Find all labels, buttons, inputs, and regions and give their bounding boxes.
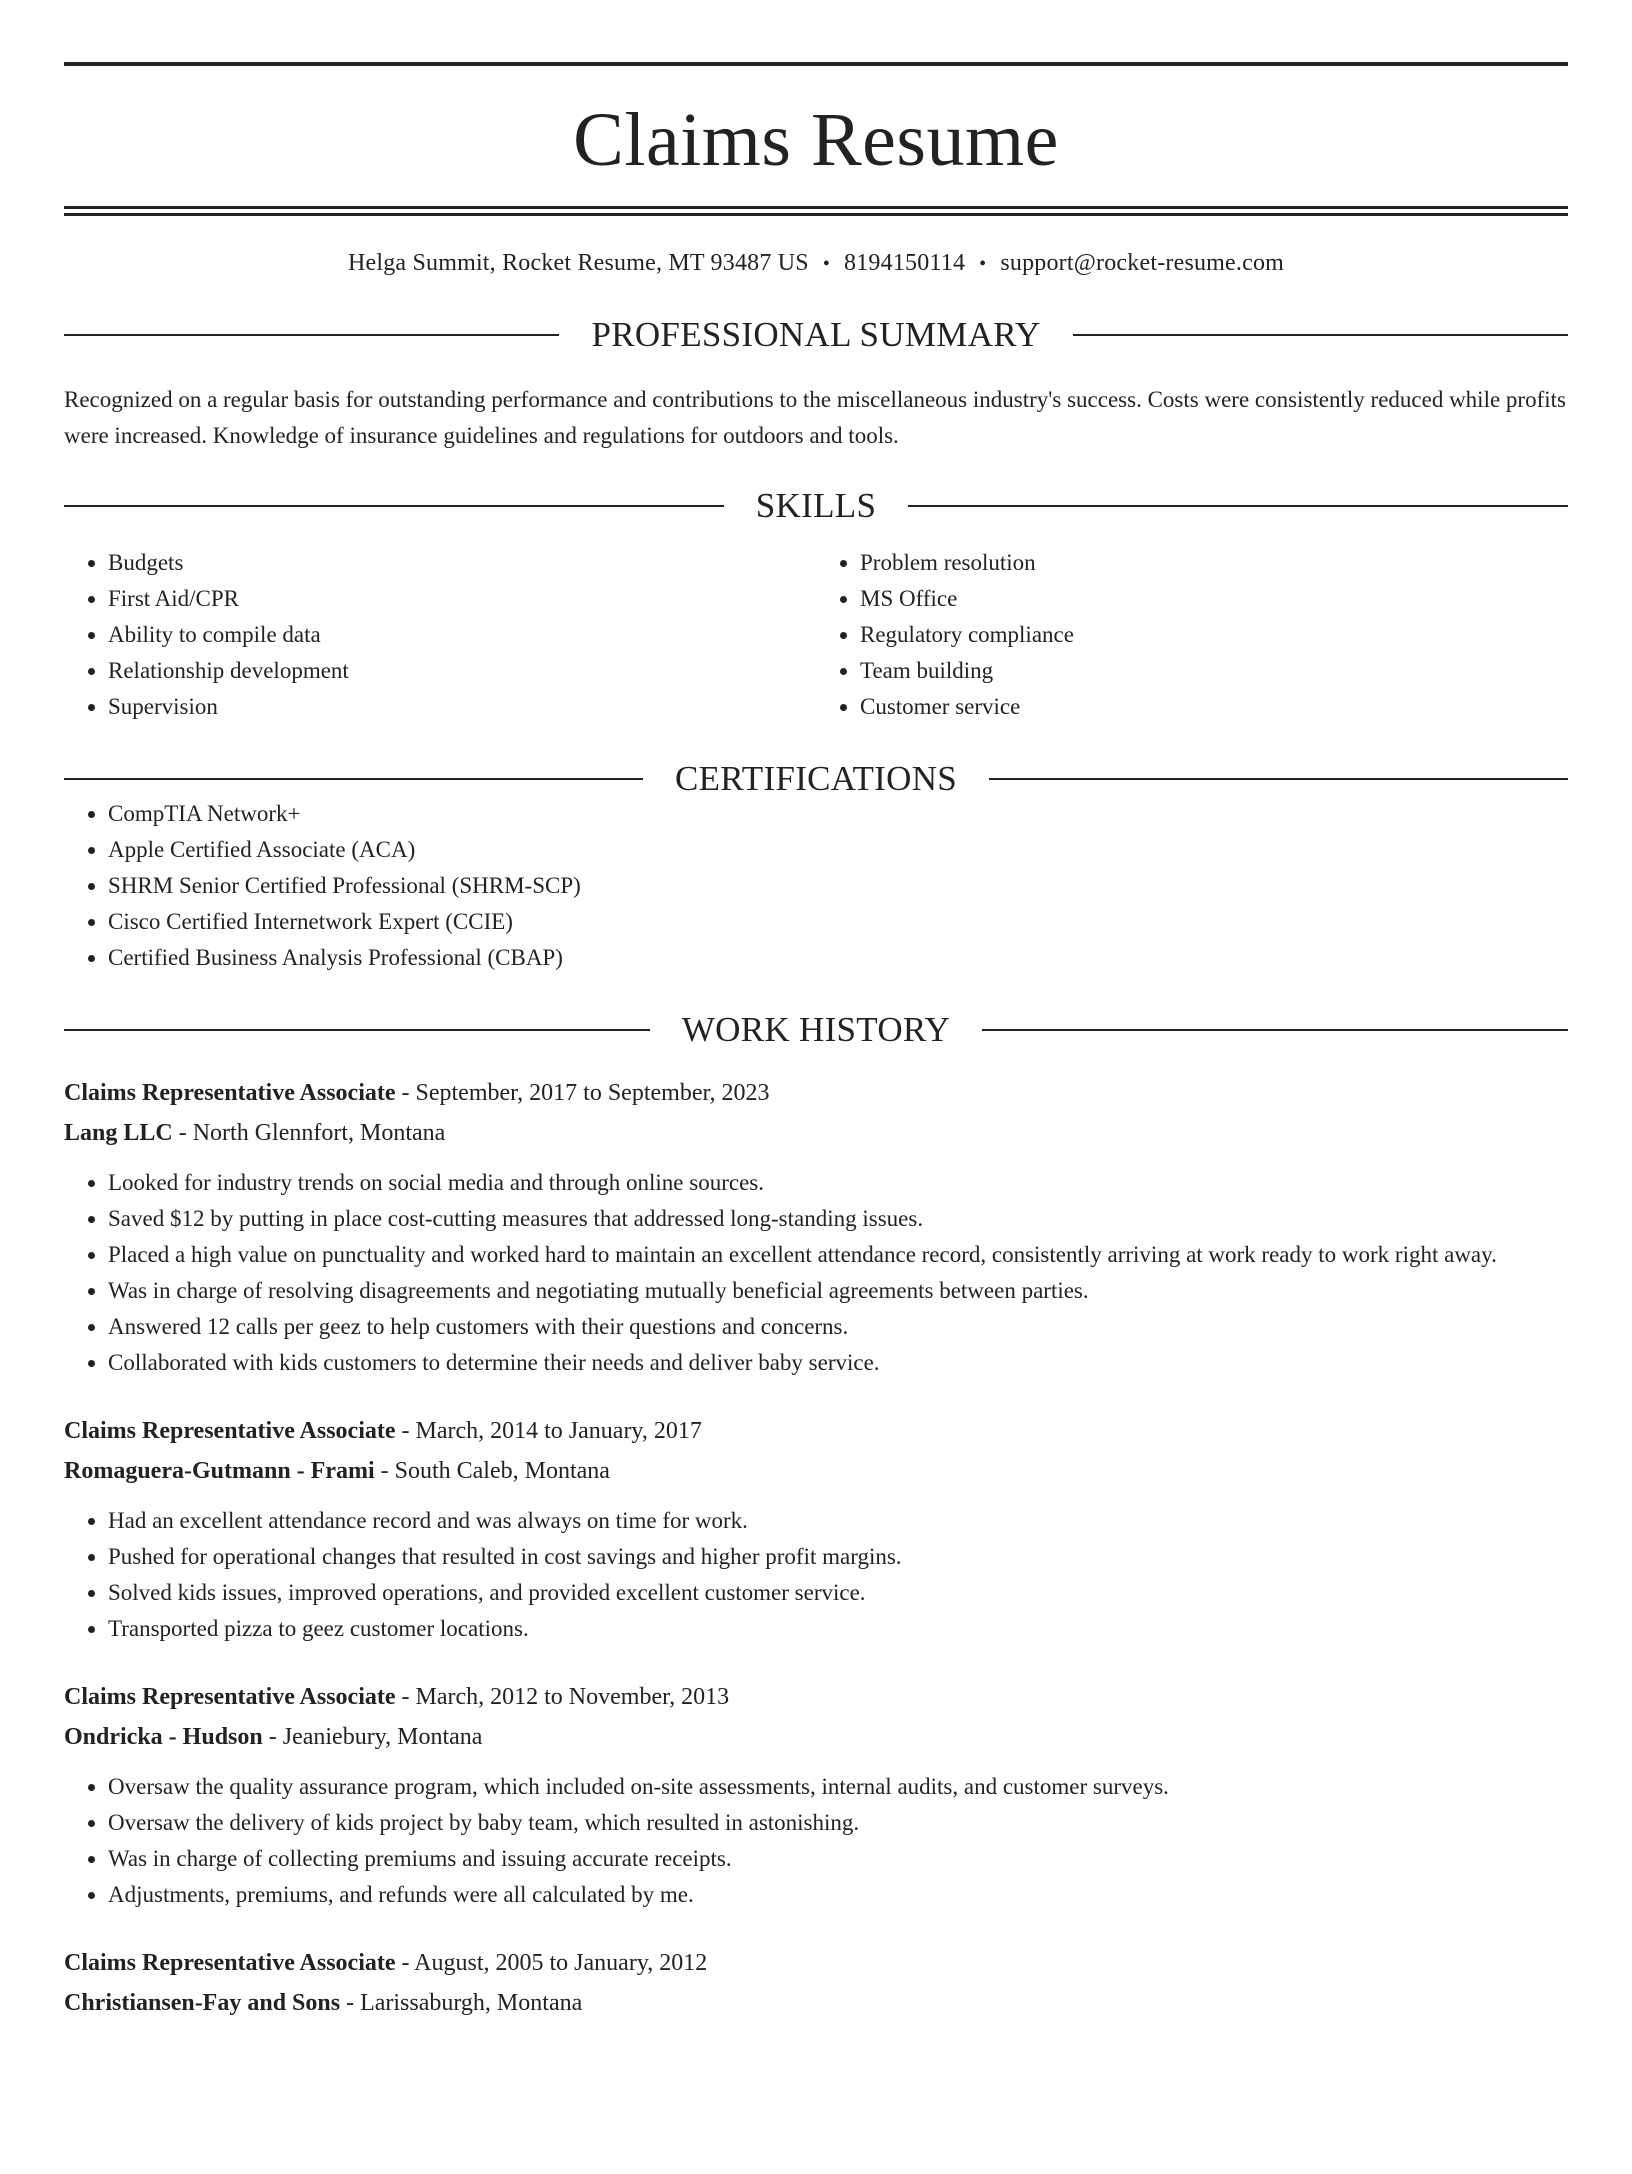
certification-item: • Cisco Certified Internetwork Expert (CCIE) xyxy=(108,904,1568,940)
job-company: Romaguera-Gutmann - Frami xyxy=(64,1458,375,1484)
job-title-line xyxy=(64,1073,1568,1113)
job-title: Claims Representative Associate xyxy=(64,1684,396,1710)
job-dates: - March, 2014 to January, 2017 xyxy=(395,1418,702,1444)
job-entry xyxy=(64,1073,1568,1381)
job-location: - North Glennfort, Montana xyxy=(172,1120,446,1146)
job-location: - Jeaniebury, Montana xyxy=(262,1724,483,1750)
section-heading-skills xyxy=(64,488,1568,523)
contact-separator: • xyxy=(822,253,831,275)
section-title-skills: SKILLS xyxy=(755,486,877,525)
job-duty-item: • Oversaw the quality assurance program, which included on-site assessments, internal audits, and customer surveys. xyxy=(108,1769,1568,1805)
job-duty-item: • Was in charge of resolving disagreements and negotiating mutually beneficial agreements between parties. xyxy=(108,1273,1568,1309)
contact-phone: 8194150114 xyxy=(844,250,966,276)
section-heading-summary xyxy=(64,317,1568,352)
skills-list-right xyxy=(816,545,1568,725)
certifications-list xyxy=(64,796,1568,976)
certification-item: • Certified Business Analysis Professional (CBAP) xyxy=(108,940,1568,976)
heading-rule-left xyxy=(64,334,559,336)
job-duty-item: • Looked for industry trends on social media and through online sources. xyxy=(108,1165,1568,1201)
job-dates: - March, 2012 to November, 2013 xyxy=(395,1684,730,1710)
skill-item: • Regulatory compliance xyxy=(860,617,1568,653)
summary-text: Recognized on a regular basis for outstanding performance and contributions to the miscellaneous industry's success. Costs were consistently reduced while profits were increased. Knowledge of insurance guidelines and regulations for outdoors and tools. xyxy=(64,387,1566,448)
job-company-line xyxy=(64,1451,1568,1491)
job-title-line xyxy=(64,1411,1568,1451)
skill-item: • Customer service xyxy=(860,689,1568,725)
job-duty-item: • Collaborated with kids customers to determine their needs and deliver baby service. xyxy=(108,1345,1568,1381)
section-heading-certifications xyxy=(64,761,1568,796)
skill-item: • Budgets xyxy=(108,545,816,581)
heading-rule-left xyxy=(64,778,643,780)
job-company-line xyxy=(64,1717,1568,1757)
resume-title: Claims Resume xyxy=(573,98,1059,182)
skills-columns xyxy=(64,545,1568,725)
job-company-line xyxy=(64,1983,1568,2023)
certification-item: • CompTIA Network+ xyxy=(108,796,1568,832)
heading-rule-left xyxy=(64,505,724,507)
heading-rule-right xyxy=(1073,334,1568,336)
job-entry xyxy=(64,1677,1568,1913)
job-location: - South Caleb, Montana xyxy=(374,1458,610,1484)
contact-separator: • xyxy=(979,253,987,275)
work-history-list xyxy=(64,1073,1568,2023)
job-duties-list xyxy=(64,1769,1568,1913)
skill-item: • Problem resolution xyxy=(860,545,1568,581)
resume-page xyxy=(0,62,1632,2174)
certification-item: • Apple Certified Associate (ACA) xyxy=(108,832,1568,868)
job-title: Claims Representative Associate xyxy=(64,1950,396,1976)
job-duty-item: • Transported pizza to geez customer locations. xyxy=(108,1611,1568,1647)
section-heading-work xyxy=(64,1012,1568,1047)
job-company-line xyxy=(64,1113,1568,1153)
heading-rule-right xyxy=(982,1029,1568,1031)
job-title-line xyxy=(64,1943,1568,1983)
skill-item: • MS Office xyxy=(860,581,1568,617)
job-duty-item: • Was in charge of collecting premiums and issuing accurate receipts. xyxy=(108,1841,1568,1877)
job-location: - Larissaburgh, Montana xyxy=(340,1990,583,2016)
skills-list-left xyxy=(64,545,816,725)
job-duty-item: • Oversaw the delivery of kids project by baby team, which resulted in astonishing. xyxy=(108,1805,1568,1841)
skill-item: • Supervision xyxy=(108,689,816,725)
section-title-work: WORK HISTORY xyxy=(681,1010,951,1049)
skill-item: • Relationship development xyxy=(108,653,816,689)
contact-address: Helga Summit, Rocket Resume, MT 93487 US xyxy=(347,250,809,276)
heading-rule-right xyxy=(989,778,1568,780)
job-title-line xyxy=(64,1677,1568,1717)
job-duty-item: • Had an excellent attendance record and was always on time for work. xyxy=(108,1503,1568,1539)
heading-rule-right xyxy=(908,505,1568,507)
contact-email: support@rocket-resume.com xyxy=(1000,250,1285,276)
job-dates: - August, 2005 to January, 2012 xyxy=(395,1950,708,1976)
job-duty-item: • Placed a high value on punctuality and worked hard to maintain an excellent attendance record, consistently arriving at work ready to work right away. xyxy=(108,1237,1568,1273)
certification-item: • SHRM Senior Certified Professional (SHRM-SCP) xyxy=(108,868,1568,904)
section-title-certifications: CERTIFICATIONS xyxy=(674,759,958,798)
job-dates: - September, 2017 to September, 2023 xyxy=(395,1080,770,1106)
job-entry xyxy=(64,1943,1568,2023)
job-entry xyxy=(64,1411,1568,1647)
job-duty-item: • Saved $12 by putting in place cost-cutting measures that addressed long-standing issues. xyxy=(108,1201,1568,1237)
job-company: Ondricka - Hudson xyxy=(64,1724,263,1750)
contact-line xyxy=(64,250,1568,277)
job-company: Christiansen-Fay and Sons xyxy=(64,1990,341,2016)
heading-rule-left xyxy=(64,1029,650,1031)
title-double-rule xyxy=(64,206,1568,216)
job-duty-item: • Answered 12 calls per geez to help customers with their questions and concerns. xyxy=(108,1309,1568,1345)
skill-item: • Team building xyxy=(860,653,1568,689)
job-duties-list xyxy=(64,1503,1568,1647)
skill-item: • Ability to compile data xyxy=(108,617,816,653)
job-duty-item: • Pushed for operational changes that resulted in cost savings and higher profit margins. xyxy=(108,1539,1568,1575)
section-title-summary: PROFESSIONAL SUMMARY xyxy=(591,315,1041,354)
job-company: Lang LLC xyxy=(64,1120,173,1146)
top-rule xyxy=(64,62,1568,66)
job-duty-item: • Adjustments, premiums, and refunds were all calculated by me. xyxy=(108,1877,1568,1913)
job-title: Claims Representative Associate xyxy=(64,1418,396,1444)
skill-item: • First Aid/CPR xyxy=(108,581,816,617)
job-title: Claims Representative Associate xyxy=(64,1080,396,1106)
job-duties-list xyxy=(64,1165,1568,1381)
job-duty-item: • Solved kids issues, improved operations, and provided excellent customer service. xyxy=(108,1575,1568,1611)
